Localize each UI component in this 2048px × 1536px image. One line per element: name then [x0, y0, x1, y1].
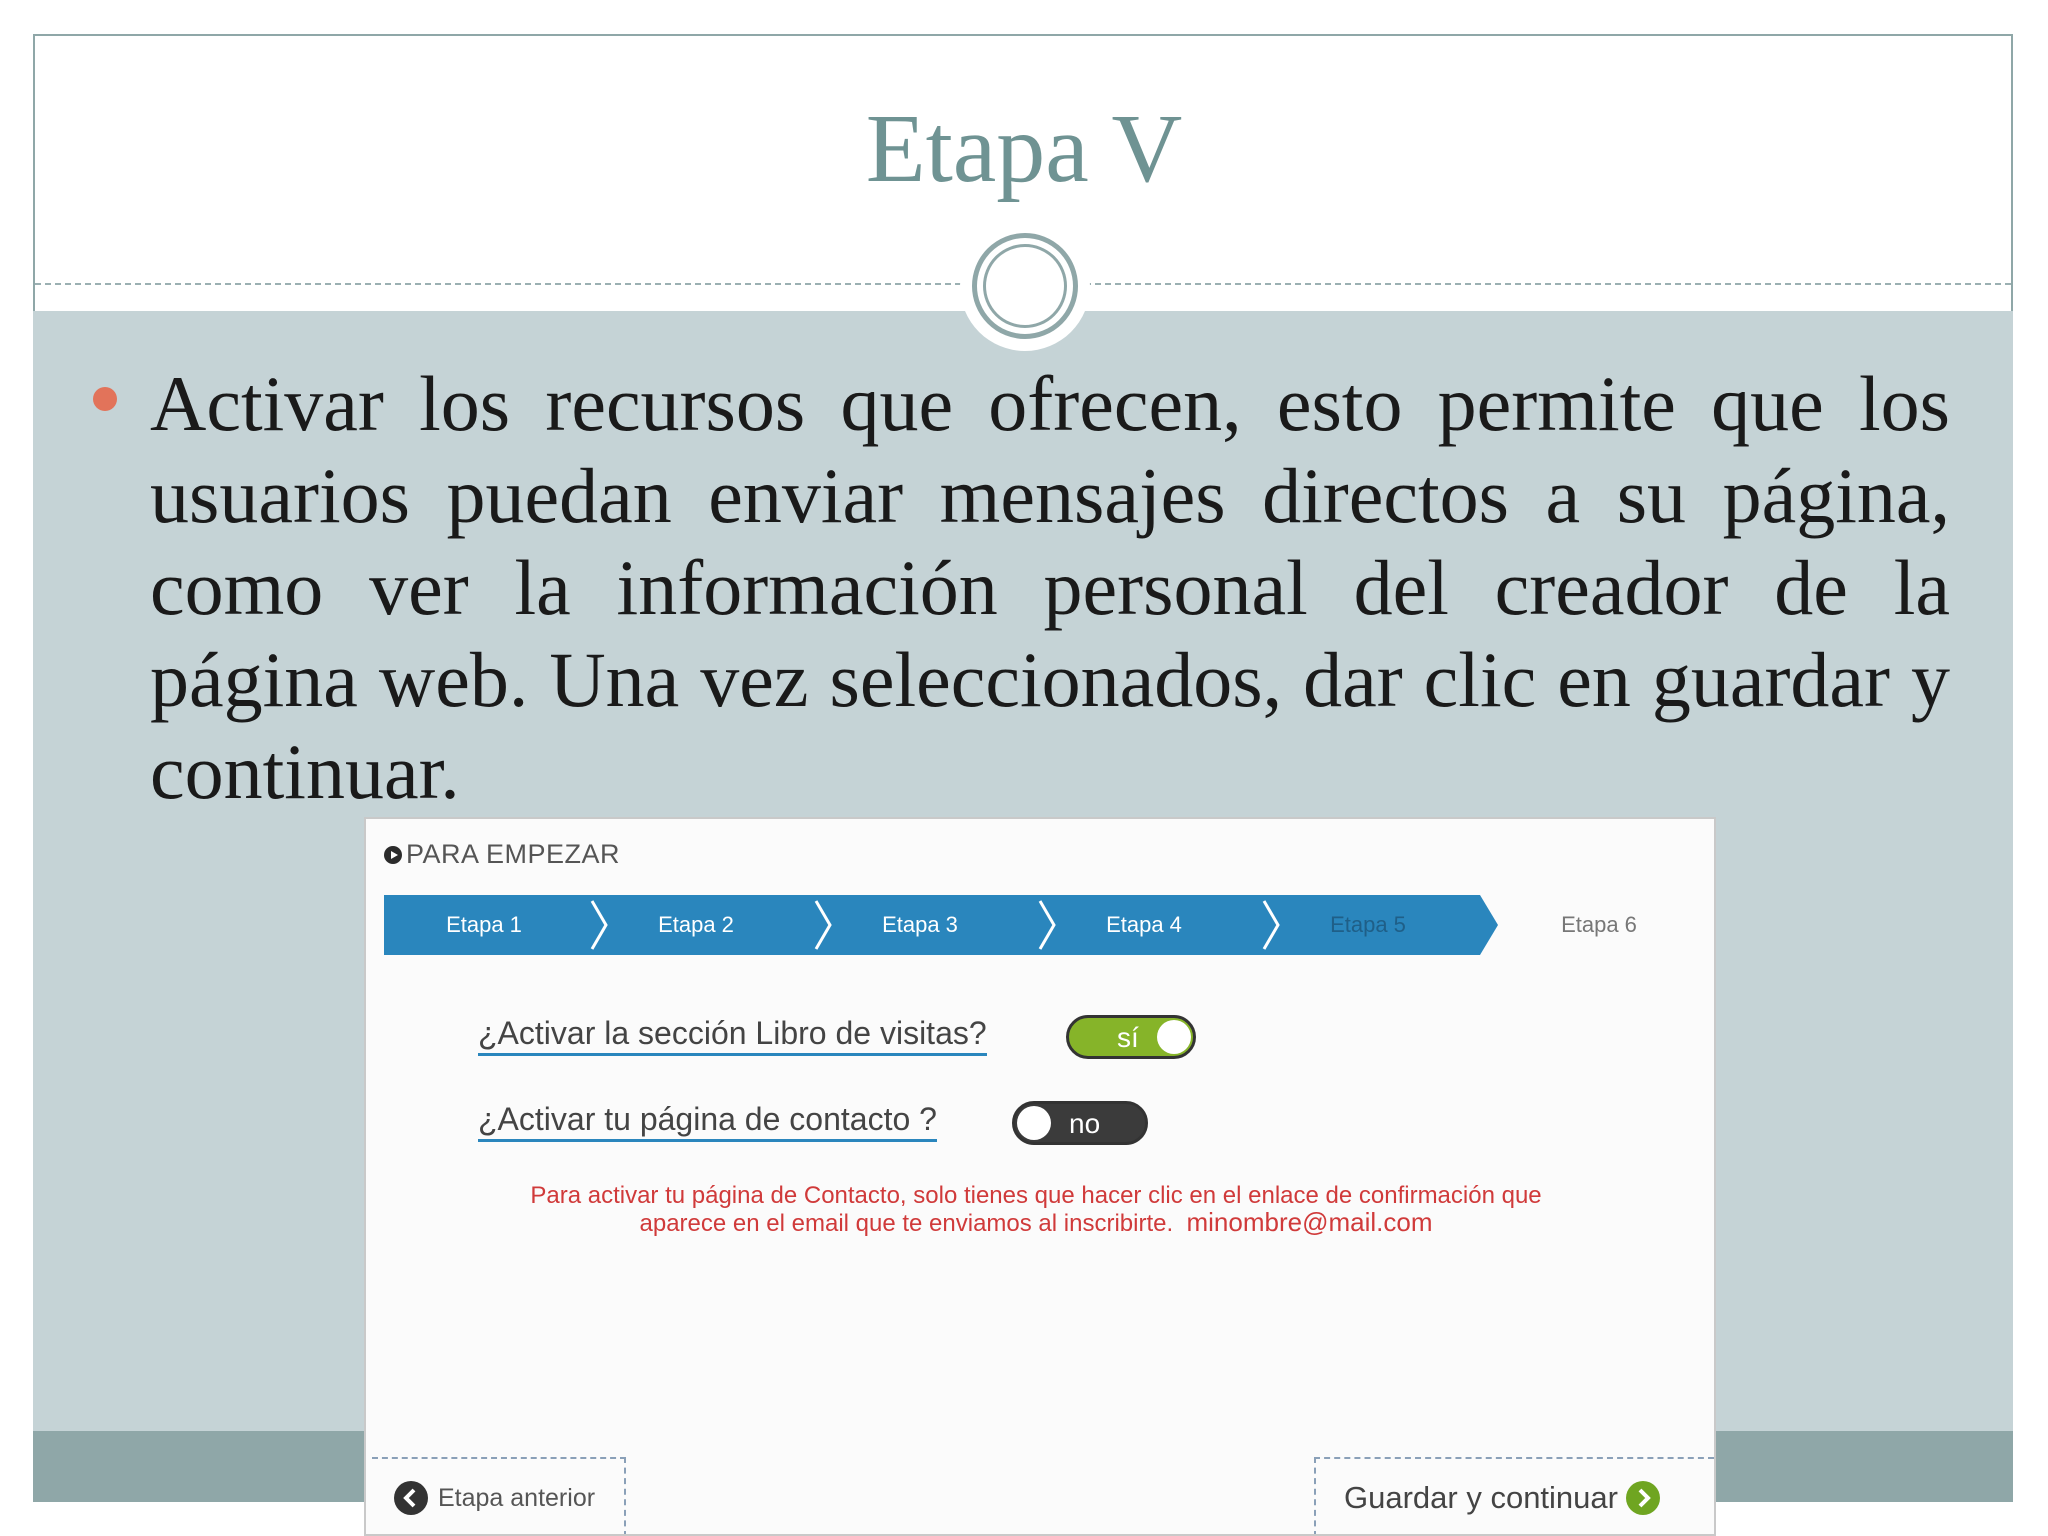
guestbook-toggle[interactable] — [1066, 1015, 1196, 1059]
contact-note — [466, 1183, 1606, 1237]
contact-toggle-label: no — [1069, 1108, 1101, 1139]
embedded-screenshot — [364, 817, 1716, 1536]
play-icon — [384, 846, 402, 864]
previous-step-label: Etapa anterior — [438, 1483, 596, 1512]
divider-ornament-inner-ring — [983, 244, 1067, 328]
contact-note-line1: Para activar tu página de Contacto, solo tienes que hacer clic en el enlace de confirmación que — [530, 1182, 1542, 1209]
bullet-icon — [93, 387, 117, 411]
step-2-label: Etapa 2 — [658, 912, 734, 937]
save-continue-label: Guardar y continuar — [1344, 1480, 1618, 1515]
step-5-active[interactable] — [1256, 895, 1480, 955]
step-1-label: Etapa 1 — [446, 912, 522, 937]
bullet-text: Activar los recursos que ofrecen, esto permite que los usuarios puedan enviar mensajes directos a su página, como ver la información personal del creador de la página web. Una vez seleccionados, dar clic en guardar y continuar. — [150, 360, 1950, 815]
step-1[interactable] — [384, 895, 584, 955]
step-3[interactable] — [808, 895, 1032, 955]
step-separator-chevron — [588, 899, 610, 951]
guestbook-question: ¿Activar la sección Libro de visitas? — [478, 1015, 987, 1056]
slide-title: Etapa V — [865, 95, 1183, 203]
guestbook-toggle-label: sí — [1117, 1022, 1139, 1053]
step-3-label: Etapa 3 — [882, 912, 958, 937]
chevron-right-icon — [1626, 1481, 1660, 1515]
section-header — [384, 839, 620, 870]
step-separator-chevron — [812, 899, 834, 951]
contact-question: ¿Activar tu página de contacto ? — [478, 1101, 937, 1142]
save-continue-button[interactable] — [1314, 1457, 1714, 1536]
contact-note-line2: aparece en el email que te enviamos al inscribirte. — [639, 1210, 1174, 1237]
step-4[interactable] — [1032, 895, 1256, 955]
step-6[interactable] — [1514, 895, 1684, 955]
chevron-left-icon — [394, 1481, 428, 1515]
step-separator-chevron — [1036, 899, 1058, 951]
step-5-arrow — [1480, 895, 1498, 955]
step-4-label: Etapa 4 — [1106, 912, 1182, 937]
step-5-label: Etapa 5 — [1330, 912, 1406, 937]
step-6-label: Etapa 6 — [1561, 912, 1637, 937]
toggle-knob — [1157, 1020, 1191, 1054]
section-header-label: PARA EMPEZAR — [406, 839, 621, 869]
step-progress-bar — [384, 895, 1704, 955]
step-2[interactable] — [584, 895, 808, 955]
step-separator-chevron — [1260, 899, 1282, 951]
previous-step-button[interactable] — [372, 1457, 626, 1536]
contact-note-email: minombre@mail.com — [1186, 1207, 1433, 1237]
toggle-knob — [1017, 1106, 1051, 1140]
contact-toggle[interactable] — [1012, 1101, 1148, 1145]
